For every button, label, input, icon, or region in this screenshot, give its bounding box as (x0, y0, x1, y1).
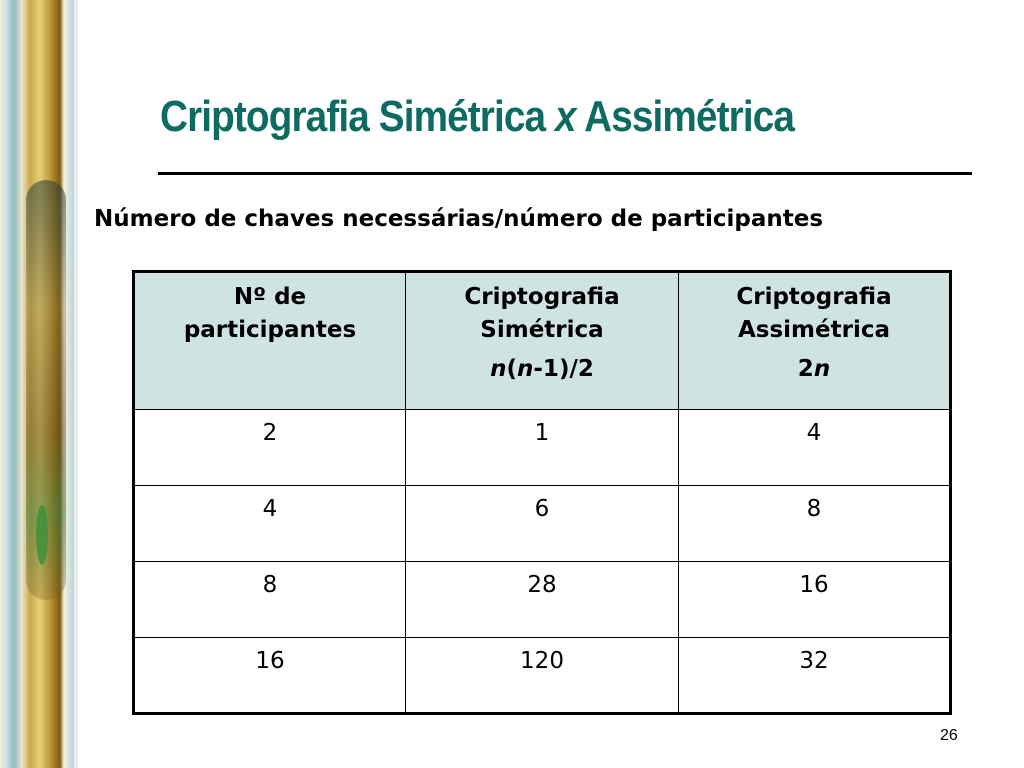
table-cell: 28 (406, 562, 679, 638)
formula-part: n (517, 356, 534, 382)
header-label: Assimétrica (737, 317, 890, 343)
table-cell: 16 (679, 562, 951, 638)
formula-part: 2 (797, 356, 814, 382)
table-cell: 8 (679, 486, 951, 562)
table-cell: 4 (134, 486, 406, 562)
slide-title (160, 92, 890, 142)
page-number: 26 (940, 727, 958, 744)
decorative-side-strip (0, 0, 78, 768)
table-cell: 1 (406, 410, 679, 486)
table-row (134, 486, 951, 562)
formula-part: ( (506, 356, 518, 382)
slide-subtitle: Número de chaves necessárias/número de participantes (94, 206, 824, 232)
keys-table (132, 270, 952, 715)
header-symmetric (406, 272, 679, 410)
asymmetric-formula (679, 353, 949, 386)
strip-edge (74, 0, 78, 768)
title-x: x (555, 92, 576, 141)
table-cell: 32 (679, 638, 951, 714)
table-cell: 4 (679, 410, 951, 486)
header-label: Criptografia (736, 284, 892, 310)
table-cell: 16 (134, 638, 406, 714)
title-part-2: Assimétrica (575, 92, 795, 141)
title-underline (158, 172, 972, 175)
symmetric-formula (406, 353, 678, 386)
header-asymmetric (679, 272, 951, 410)
header-label: Simétrica (480, 317, 604, 343)
table-cell: 6 (406, 486, 679, 562)
formula-part: n (813, 356, 831, 382)
header-label: participantes (183, 317, 357, 343)
table-cell: 8 (134, 562, 406, 638)
table-row (134, 562, 951, 638)
header-participants (134, 272, 406, 410)
table-cell: 2 (134, 410, 406, 486)
title-part-1: Criptografia Simétrica (160, 92, 556, 141)
header-label: Criptografia (464, 284, 620, 310)
table-row (134, 410, 951, 486)
leaf-icon (36, 505, 48, 565)
table-cell: 120 (406, 638, 679, 714)
table-row (134, 638, 951, 714)
header-label: Nº de (233, 284, 307, 310)
formula-part: n (490, 356, 507, 382)
table-header-row (134, 272, 951, 410)
formula-part: -1)/2 (533, 356, 594, 382)
